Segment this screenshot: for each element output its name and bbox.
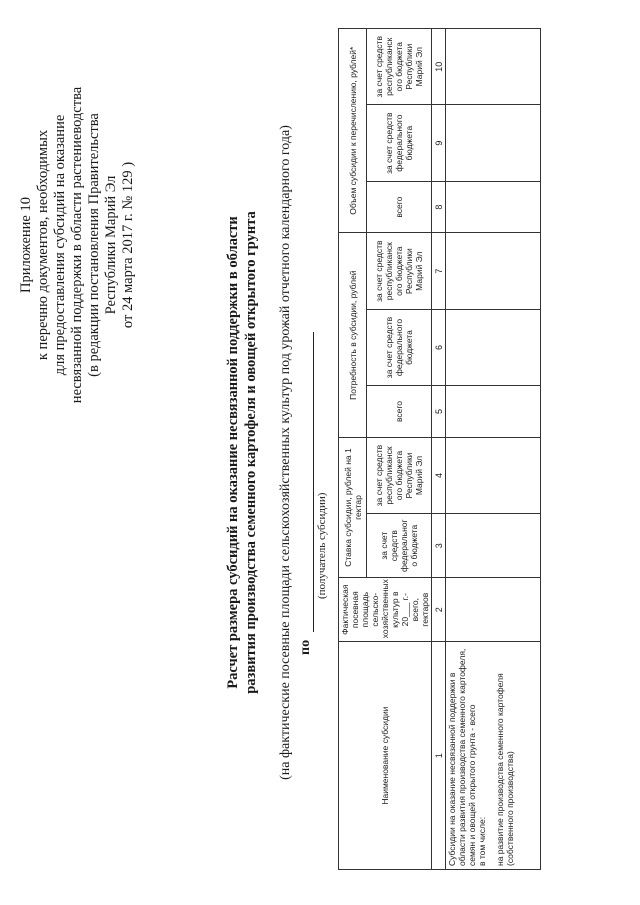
table-cell — [446, 578, 541, 642]
table-cell — [446, 105, 541, 181]
appendix-line: к перечню документов, необходимых — [35, 129, 51, 361]
header-name: Наименование субсидии — [339, 642, 432, 870]
column-number: 10 — [432, 29, 446, 105]
header-transfer-federal: за счет средств федерального бюджета — [367, 105, 432, 181]
document-title — [224, 0, 260, 905]
recipient-prefix: по — [298, 639, 313, 655]
column-number: 7 — [432, 233, 446, 309]
header-need-republic: за счет средств республиканск ого бюджета Республики Марий Эл — [367, 233, 432, 309]
subsidy-table — [338, 28, 541, 870]
appendix-line: Приложение 10 — [18, 197, 34, 293]
appendix-line: для предоставления субсидий на оказание — [52, 114, 68, 376]
appendix-line: Республики Марий Эл — [103, 175, 119, 315]
header-rate-federal: за счет средств федеральног о бюджета — [367, 514, 432, 578]
table-cell — [446, 309, 541, 385]
recipient-hint: (получатель субсидии) — [316, 492, 328, 599]
column-number: 4 — [432, 437, 446, 513]
table-cell — [446, 29, 541, 105]
recipient-row — [298, 332, 314, 655]
column-number: 1 — [432, 642, 446, 870]
recipient-blank-line — [299, 332, 314, 632]
column-number: 5 — [432, 386, 446, 438]
row-main-label: Субсидии на оказание несвязанной поддержки в области развития производства семенного картофеля, семян и овощей открытого грунта - всего — [447, 648, 477, 866]
column-number: 8 — [432, 181, 446, 233]
header-transfer: Объем субсидии к перечислению, рублей* — [339, 29, 367, 234]
header-transfer-republic: за счет средств республиканск ого бюджета Республики Марий Эл — [367, 29, 432, 105]
header-need-total: всего — [367, 386, 432, 438]
column-number: 9 — [432, 105, 446, 181]
header-area: Фактическая посевная площадь сельско-хозяйственных культур в 20___ г.- всего, гектаров — [339, 578, 432, 642]
table-cell — [446, 181, 541, 233]
table-cell — [446, 233, 541, 309]
row-incl-label: в том числе: — [477, 816, 487, 866]
appendix-block — [18, 25, 137, 465]
header-rate-republic: за счет средств республиканск ого бюджета Республики Марий Эл — [367, 437, 432, 513]
column-number: 3 — [432, 514, 446, 578]
appendix-line: несвязанной поддержки в области растениеводства — [69, 86, 85, 404]
column-number: 6 — [432, 309, 446, 385]
row-sub-label: на развитие производства семенного картофеля (собственного производства) — [495, 673, 515, 866]
appendix-line: от 24 марта 2017 г. № 129 ) — [120, 161, 136, 329]
title-line-1: Расчет размера субсидий на оказание несвязанной поддержки в области — [225, 216, 241, 689]
appendix-line: (в редакции постановления Правительства — [86, 113, 102, 377]
header-transfer-total: всего — [367, 181, 432, 233]
table-row-label — [446, 642, 541, 870]
table-cell — [446, 514, 541, 578]
header-need: Потребность в субсидии, рублей — [339, 233, 367, 437]
header-rate: Ставка субсидии, рублей на 1 гектар — [339, 437, 367, 577]
table-cell — [446, 437, 541, 513]
title-line-2: развития производства семенного картофеля и овощей открытого грунта — [243, 211, 259, 694]
header-need-federal: за счет средств федерального бюджета — [367, 309, 432, 385]
column-number: 2 — [432, 578, 446, 642]
table-cell — [446, 386, 541, 438]
title-line-3: (на фактические посевные площади сельскохозяйственных культур под урожай отчетного календарного года) — [278, 125, 293, 780]
